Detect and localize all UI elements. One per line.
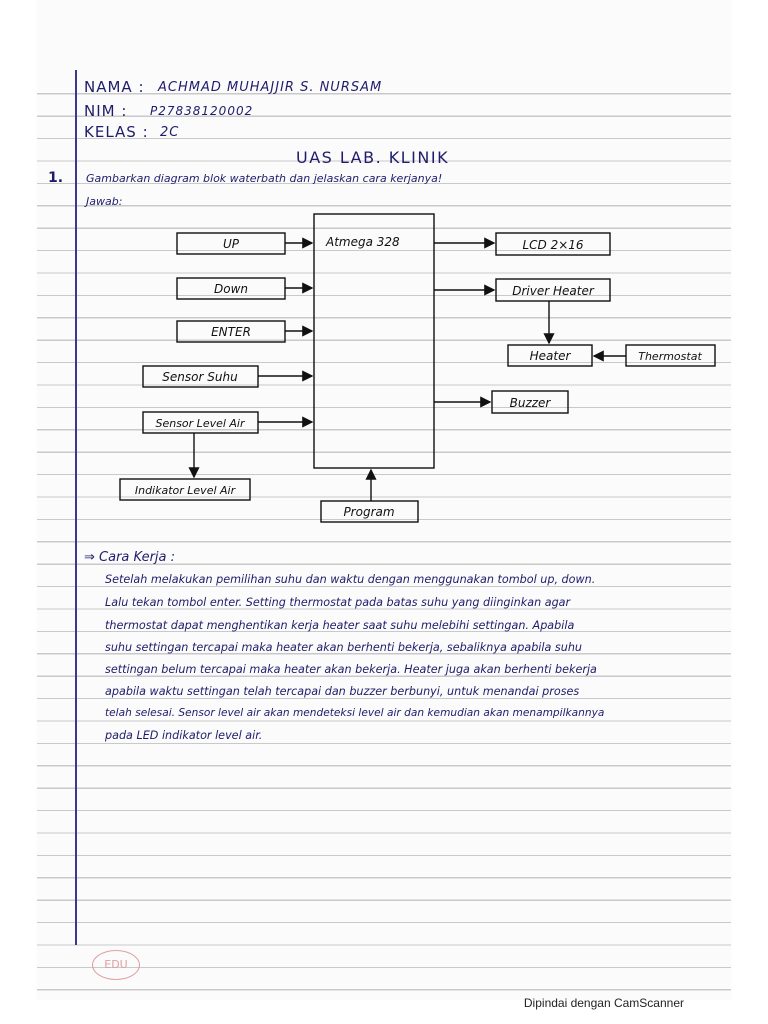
thermostat-label: Thermostat (638, 350, 702, 363)
camscanner-footer: Dipindai dengan CamScanner (523, 996, 684, 1010)
page-title: UAS LAB. KLINIK (296, 148, 450, 167)
margin-line (75, 70, 77, 945)
question-text: Gambarkan diagram blok waterbath dan jelaskan cara kerjanya! (86, 172, 443, 185)
atmega-label: Atmega 328 (326, 235, 400, 249)
block-diagram (110, 205, 730, 525)
paper-top-margin (37, 0, 731, 72)
cara-kerja-line: suhu settingan tercapai maka heater akan berhenti bekerja, sebaliknya apabila suhu (105, 641, 583, 654)
cara-kerja-line: thermostat dapat menghentikan kerja heater saat suhu melebihi settingan. Apabila (105, 619, 575, 632)
sensor-level-air-label: Sensor Level Air (155, 417, 245, 430)
cara-kerja-line: settingan belum tercapai maka heater akan bekerja. Heater juga akan berhenti bekerja (105, 663, 597, 676)
down-label: Down (213, 282, 249, 296)
kelas-value: 2C (160, 125, 180, 140)
nama-label: NAMA : (84, 78, 145, 96)
nim-label: NIM : (84, 102, 128, 120)
atmega-block (314, 214, 434, 468)
cara-kerja-line: Setelah melakukan pemilihan suhu dan waktu dengan menggunakan tombol up, down. (105, 573, 596, 586)
cara-kerja-line: pada LED indikator level air. (105, 729, 263, 742)
driver-heater-label: Driver Heater (512, 284, 594, 298)
kelas-label: KELAS : (84, 123, 149, 141)
buzzer-label: Buzzer (509, 396, 551, 410)
cara-kerja-line: telah selesai. Sensor level air akan mendeteksi level air dan kemudian akan menampilkannya (105, 707, 605, 719)
sensor-suhu-label: Sensor Suhu (162, 370, 238, 384)
heater-label: Heater (529, 349, 571, 363)
nama-value: ACHMAD MUHAJJIR S. NURSAM (158, 80, 383, 95)
answer-label: Jawab: (86, 195, 123, 208)
up-label: UP (222, 237, 240, 251)
indikator-level-air-label: Indikator Level Air (134, 484, 236, 497)
lcd-label: LCD 2×16 (522, 238, 584, 252)
enter-label: ENTER (211, 325, 251, 339)
paper-brand-stamp: EDU (92, 950, 140, 980)
cara-kerja-title: ⇒ Cara Kerja : (84, 550, 176, 565)
cara-kerja-line: apabila waktu settingan telah tercapai dan buzzer berbunyi, untuk menandai proses (105, 685, 580, 698)
cara-kerja-line: Lalu tekan tombol enter. Setting thermostat pada batas suhu yang diinginkan agar (105, 596, 571, 609)
program-label: Program (343, 505, 395, 519)
question-number: 1. (48, 170, 64, 186)
nim-value: P27838120002 (150, 104, 254, 118)
